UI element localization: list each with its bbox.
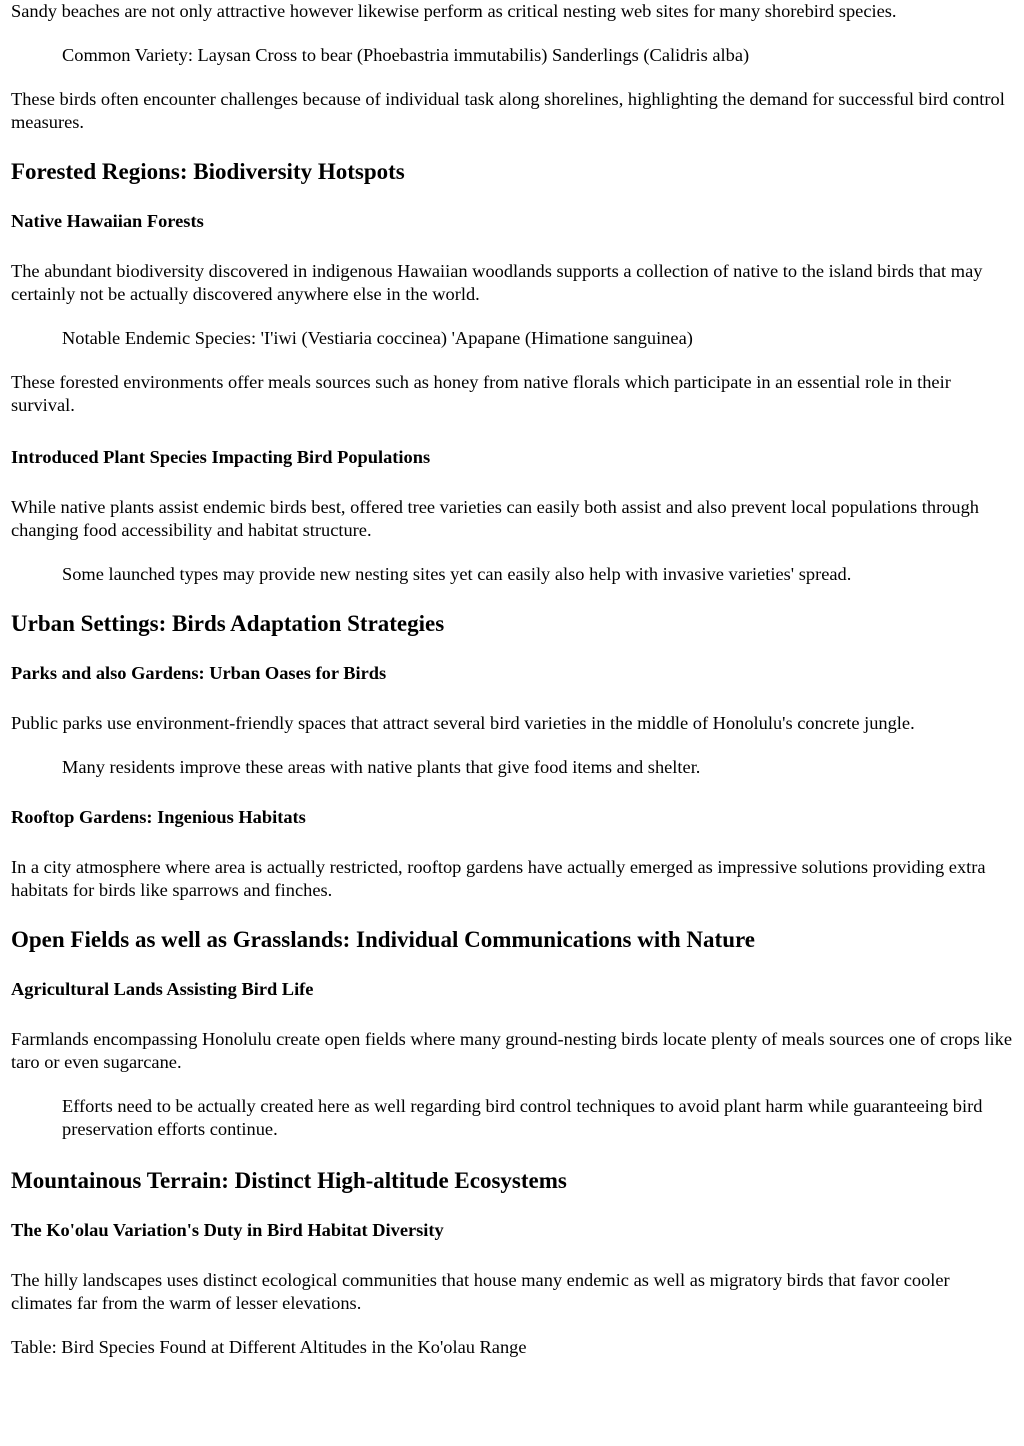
rooftop-gardens-paragraph-1: In a city atmosphere where area is actually restricted, rooftop gardens have actually emerged as impressive solutions providing extra habitats for birds like sparrows and finches. (11, 857, 986, 900)
introduced-plants-paragraph-1: While native plants assist endemic birds best, offered tree varieties can easily both assist and also prevent local populations through changing food accessibility and habitat structure. (11, 497, 979, 540)
subheading-native-forests: Native Hawaiian Forests (11, 211, 204, 231)
native-forests-quote: Notable Endemic Species: 'I'iwi (Vestiaria coccinea) 'Apapane (Himatione sanguinea) (62, 328, 693, 348)
section-heading-fields: Open Fields as well as Grasslands: Individual Communications with Nature (11, 927, 755, 952)
introduced-plants-quote: Some launched types may provide new nesting sites yet can easily also help with invasive varieties' spread. (62, 564, 852, 584)
subheading-introduced-plants: Introduced Plant Species Impacting Bird Populations (11, 447, 431, 467)
intro-paragraph-2: These birds often encounter challenges because of individual task along shorelines, highlighting the demand for successful bird control measures. (11, 89, 1005, 132)
parks-gardens-paragraph-1: Public parks use environment-friendly spaces that attract several bird varieties in the middle of Honolulu's concrete jungle. (11, 713, 915, 733)
native-forests-paragraph-2: These forested environments offer meals sources such as honey from native florals which participate in an essential role in their survival. (11, 372, 951, 415)
koolau-range-paragraph-1: The hilly landscapes uses distinct ecological communities that house many endemic as well as migratory birds that favor cooler climates far from the warm of lesser elevations. (11, 1270, 950, 1313)
agricultural-lands-quote: Efforts need to be actually created here as well regarding bird control techniques to avoid plant harm while guaranteeing bird preservation efforts continue. (62, 1096, 983, 1139)
table-caption: Table: Bird Species Found at Different Altitudes in the Ko'olau Range (11, 1337, 527, 1357)
native-forests-paragraph-1: The abundant biodiversity discovered in indigenous Hawaiian woodlands supports a collection of native to the island birds that may certainly not be actually discovered anywhere else in the world. (11, 261, 983, 304)
parks-gardens-quote: Many residents improve these areas with native plants that give food items and shelter. (62, 757, 701, 777)
subheading-parks-gardens: Parks and also Gardens: Urban Oases for Birds (11, 663, 387, 683)
intro-paragraph-1: Sandy beaches are not only attractive however likewise perform as critical nesting web sites for many shorebird species. (11, 1, 897, 21)
subheading-agricultural-lands: Agricultural Lands Assisting Bird Life (11, 979, 314, 999)
section-heading-mountain: Mountainous Terrain: Distinct High-altitude Ecosystems (11, 1168, 567, 1193)
section-heading-urban: Urban Settings: Birds Adaptation Strategies (11, 611, 445, 636)
section-heading-forested: Forested Regions: Biodiversity Hotspots (11, 159, 405, 184)
intro-quote: Common Variety: Laysan Cross to bear (Phoebastria immutabilis) Sanderlings (Calidris alba) (62, 45, 750, 65)
subheading-koolau-range: The Ko'olau Variation's Duty in Bird Habitat Diversity (11, 1220, 444, 1240)
subheading-rooftop-gardens: Rooftop Gardens: Ingenious Habitats (11, 807, 306, 827)
agricultural-lands-paragraph-1: Farmlands encompassing Honolulu create open fields where many ground-nesting birds locate plenty of meals sources one of crops like taro or even sugarcane. (11, 1029, 1012, 1072)
